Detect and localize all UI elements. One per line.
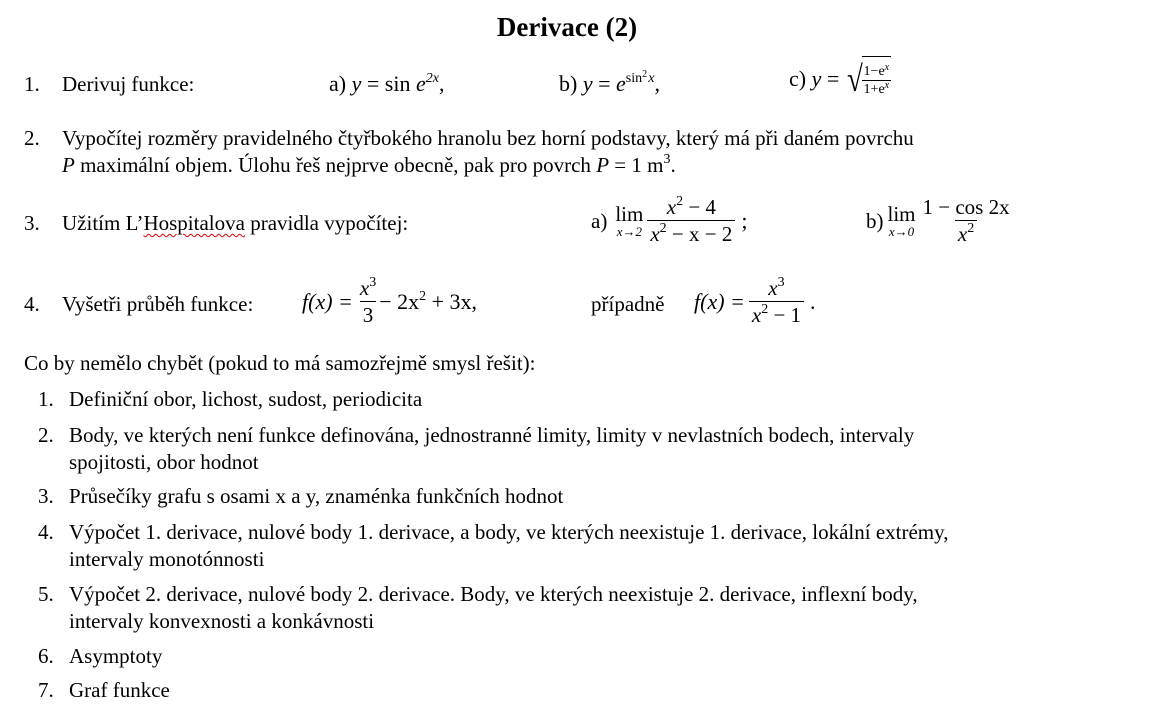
checklist-item: Výpočet 2. derivace, nulové body 2. derivace. Body, ve kterých neexistuje 2. derivace, inflexní body, (69, 582, 918, 606)
item-text-line2: P maximální objem. Úlohu řeš nejprve obecně, pak pro povrch P = 1 $m^3$. (62, 152, 676, 177)
item-text: Vypočítej rozměry pravidelného čtyřbokého hranolu bez horní podstavy, který má při daném povrchu (62, 126, 914, 150)
checklist-number: 3. (38, 484, 54, 508)
checklist-item: Body, ve kterých není funkce definována, jednostranné limity, limity v nevlastních bodech, intervaly (69, 423, 915, 447)
formula-1c: c) y = √ $\frac{1-e^x}{1+e^x}$ (789, 56, 891, 102)
checklist-number: 5. (38, 582, 54, 606)
checklist-number: 2. (38, 423, 54, 447)
checklist-item: Definiční obor, lichost, sudost, periodicita (69, 387, 423, 411)
item-number: 4. (24, 292, 40, 316)
item-number: 1. (24, 72, 40, 96)
checklist-number: 4. (38, 520, 54, 544)
formula-label: c) (789, 66, 807, 91)
alt-text: případně (591, 292, 665, 316)
checklist-item-cont: spojitosti, obor hodnot (69, 450, 259, 474)
spellcheck-word: Hospitalova (143, 211, 245, 235)
checklist-number: 7. (38, 678, 54, 702)
item-text: Derivuj funkce: (62, 72, 195, 96)
formula-1a: a) $y = \sin e^{2x}$, (329, 71, 445, 96)
formula-label: a) (329, 71, 347, 96)
checklist-item: Graf funkce (69, 678, 170, 702)
checklist-item: Výpočet 1. derivace, nulové body 1. derivace, a body, ve kterých neexistuje 1. derivace, lokální extrémy, (69, 520, 949, 544)
checklist-item-cont: intervaly konvexnosti a konkávnosti (69, 609, 375, 633)
formula-3b: b) lim x→0 $\frac{1 - \cos 2x}{x^2}$ (866, 195, 1010, 246)
checklist-item: Průsečíky grafu s osami x a y, znaménka funkčních hodnot (69, 484, 564, 508)
checklist-intro: Co by nemělo chybět (pokud to má samozřejmě smysl řešit): (24, 351, 536, 375)
formula-3a: a) lim x→2 $\frac{x^2 - 4}{x^2 - x - 2}$ ; (591, 194, 748, 246)
item-number: 2. (24, 126, 40, 150)
formula-4b: f(x) = $\frac{x^3}{x^2 - 1}$ . (694, 275, 816, 327)
checklist-number: 1. (38, 387, 54, 411)
item-number: 3. (24, 211, 40, 235)
checklist-number: 6. (38, 644, 54, 668)
checklist-item-cont: intervaly monotónnosti (69, 547, 265, 571)
checklist-item: Asymptoty (69, 644, 163, 668)
item-text: Užitím L’Hospitalova pravidla vypočítej: (62, 211, 409, 235)
formula-1b: b) $y = e^{sin^2 x}$, (559, 69, 661, 96)
item-text: Vyšetři průběh funkce: (62, 292, 254, 316)
formula-4a: f(x) = $\frac{x^3}{3}$ − $2x^2 + 3x$, (302, 275, 478, 327)
formula-label: b) (559, 71, 578, 96)
square-root: √ $\frac{1-e^x}{1+e^x}$ (845, 56, 891, 102)
page-title: Derivace (2) (496, 12, 638, 42)
